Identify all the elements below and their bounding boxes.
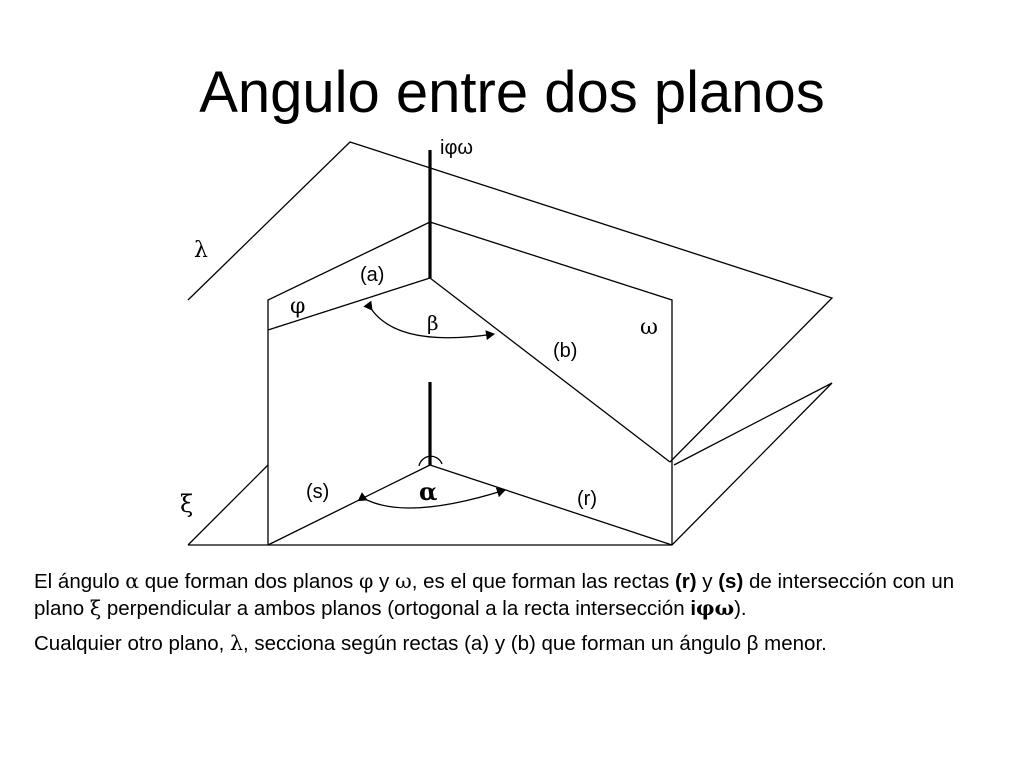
label-line-r: (r): [577, 488, 597, 510]
line-r: [430, 465, 672, 545]
caption-paragraph-1: [34, 568, 994, 622]
intersection-ref: i: [690, 597, 697, 620]
caption-text: Cualquier otro plano,: [34, 632, 231, 655]
alpha-symbol: α: [125, 569, 140, 593]
line-s-ref: (s): [718, 570, 744, 593]
label-angle-alpha: α: [419, 477, 438, 506]
caption-text: de intersección con un plano: [34, 570, 955, 620]
label-plane-lambda: λ: [194, 238, 208, 263]
line-b: [430, 278, 670, 462]
label-plane-omega: ω: [640, 315, 658, 340]
caption-text: y: [373, 570, 395, 593]
caption-paragraph-2: [34, 630, 994, 657]
caption-text: y: [696, 570, 719, 593]
phi-symbol: φ: [358, 569, 374, 593]
label-plane-xi: ξ: [180, 490, 194, 518]
label-line-a: (a): [360, 264, 385, 286]
plane-lambda-outline: [188, 142, 832, 462]
label-line-b: (b): [553, 340, 578, 362]
label-plane-phi: φ: [290, 294, 306, 319]
caption-text: El ángulo: [34, 570, 126, 593]
omega-symbol: ω: [395, 569, 412, 593]
line-s: [268, 465, 430, 545]
xi-symbol: ξ: [89, 596, 102, 620]
label-intersection-line: iφω: [440, 137, 474, 159]
page-title: Angulo entre dos planos: [199, 60, 825, 125]
plane-phi-outline: [268, 222, 430, 545]
plane-xi-outline: [188, 383, 832, 545]
lambda-symbol: λ: [230, 631, 244, 655]
phi-omega-symbols: φω: [696, 596, 735, 620]
caption-text: , es el que forman las rectas: [411, 570, 675, 593]
caption-text: , secciona según rectas (a) y (b) que forman un ángulo β menor.: [243, 632, 827, 655]
caption-text: ).: [734, 597, 747, 620]
label-angle-beta: β: [427, 311, 439, 335]
caption: [34, 568, 994, 665]
label-line-s: (s): [306, 481, 330, 503]
caption-text: perpendicular a ambos planos (ortogonal a la recta intersección: [101, 597, 691, 620]
line-r-ref: (r): [674, 570, 697, 593]
plane-omega-outline: [430, 222, 672, 545]
caption-text: que forman dos planos: [139, 570, 359, 593]
